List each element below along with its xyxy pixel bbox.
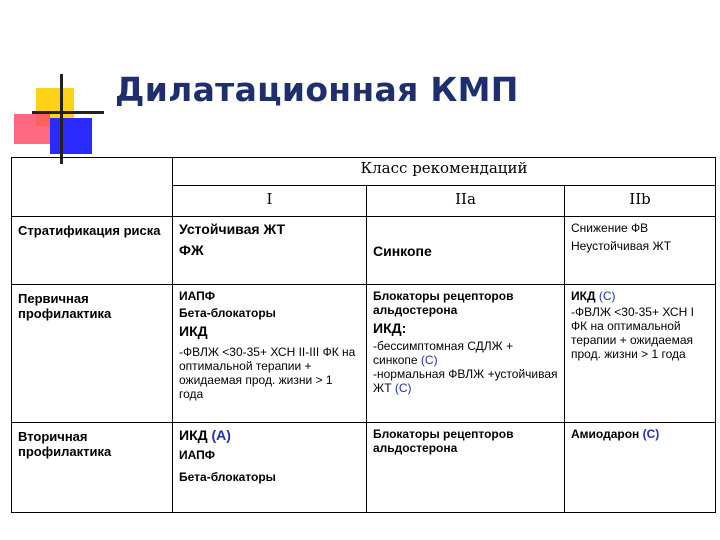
cell-text: Бета-блокаторы xyxy=(179,470,276,484)
table-row-primary-prevention xyxy=(12,285,716,423)
title-logo-decoration xyxy=(0,0,110,170)
cell-class-iia xyxy=(367,285,565,423)
cell-text: -нормальная ФВЛЖ +устойчивая ЖТ xyxy=(373,367,558,395)
cell-class-iia: Блокаторы рецепторов альдостерона xyxy=(367,423,565,513)
class-label: (С) xyxy=(642,427,660,441)
logo-red-square xyxy=(14,114,50,144)
cell-class-iib xyxy=(565,285,716,423)
cell-text: Бета-блокаторы xyxy=(179,306,276,320)
logo-vertical-line xyxy=(60,74,63,164)
empty-corner-cell xyxy=(12,158,173,186)
row-label: Первичная профилактика xyxy=(12,285,173,423)
row-label: Вторичная профилактика xyxy=(12,423,173,513)
cell-class-iia xyxy=(367,217,565,285)
cell-class-i xyxy=(173,217,367,285)
cell-text: Устойчивая ЖТ xyxy=(179,221,285,237)
cell-class-iib xyxy=(565,423,716,513)
cell-text: Синкопе xyxy=(373,243,432,259)
class-label: (С) xyxy=(598,289,616,303)
icd-line xyxy=(571,289,709,303)
cell-text: -бессимптомная СДЛЖ + синкопе xyxy=(373,339,514,367)
header-group-cell: Класс рекомендаций xyxy=(173,158,716,186)
cell-text: ФЖ xyxy=(179,242,204,258)
criteria-line xyxy=(373,339,558,367)
cell-text: -ФВЛЖ <30-35+ ХСН II-III ФК на оптимальной терапии + ожидаемая прод. жизни > 1 года xyxy=(179,345,356,401)
class-label: (А) xyxy=(211,427,231,443)
logo-horizontal-line xyxy=(32,111,104,114)
criteria-line xyxy=(373,367,558,395)
class-label: (С) xyxy=(394,381,412,395)
slide-title: Дилатационная КМП xyxy=(115,70,519,109)
class-label: (С) xyxy=(420,353,438,367)
class-iib-header: IIb xyxy=(565,186,716,217)
header-group-row xyxy=(12,158,716,186)
cell-class-i xyxy=(173,423,367,513)
empty-corner-cell-2 xyxy=(12,186,173,217)
cell-text: -ФВЛЖ <30-35+ ХСН I ФК на оптимальной терапии + ожидаемая прод. жизни > 1 года xyxy=(571,305,694,361)
class-i-header: I xyxy=(173,186,367,217)
cell-text: Блокаторы рецепторов альдостерона xyxy=(373,289,514,317)
cell-text: ИКД xyxy=(179,323,208,339)
table-row-secondary-prevention xyxy=(12,423,716,513)
logo-blue-square xyxy=(50,118,92,154)
recommendations-table xyxy=(11,157,716,513)
cell-class-i xyxy=(173,285,367,423)
cell-text: ИАПФ xyxy=(179,448,215,462)
cell-text: Снижение ФВ xyxy=(571,221,649,235)
cell-text: ИКД xyxy=(179,427,208,443)
cell-text: Неустойчивая ЖТ xyxy=(571,239,672,253)
cell-text: ИКД: xyxy=(373,320,407,336)
row-label: Стратификация риска xyxy=(12,217,173,285)
cell-text: Амиодарон xyxy=(571,427,640,441)
table-row-risk-stratification xyxy=(12,217,716,285)
icd-line xyxy=(179,427,360,444)
cell-text: ИКД xyxy=(571,289,596,303)
class-header-row xyxy=(12,186,716,217)
class-iia-header: IIa xyxy=(367,186,565,217)
cell-class-iib xyxy=(565,217,716,285)
cell-text: ИАПФ xyxy=(179,289,215,303)
